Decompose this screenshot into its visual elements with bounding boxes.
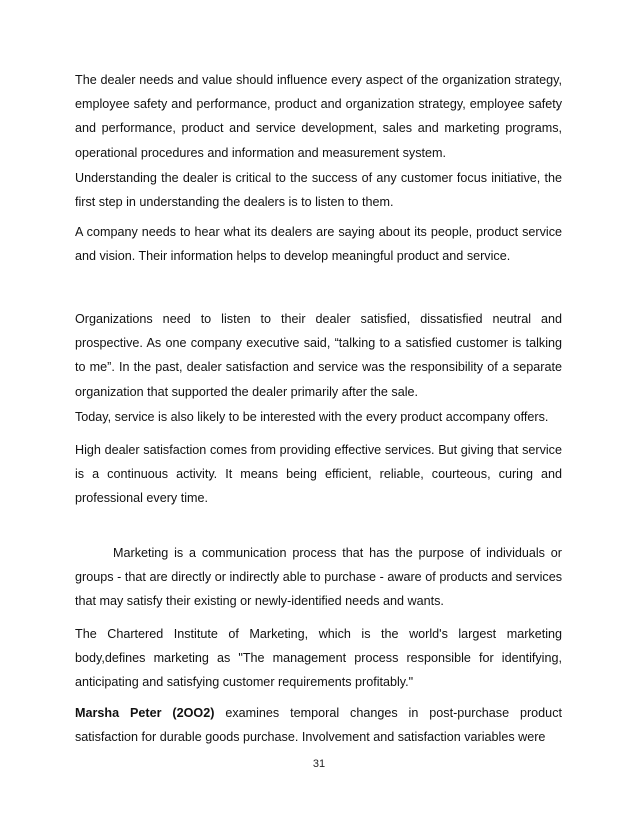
paragraph-chartered-institute: The Chartered Institute of Marketing, which is the world's largest marketing body,defines marketing as "The management process responsible for identifying, anticipating and satisfying customer requirements profitably." [75, 627, 562, 690]
paragraph-marsha-peter [75, 701, 562, 749]
paragraph-company-needs: A company needs to hear what its dealers are saying about its people, product service and vision. Their information helps to develop meaningful product and service. [75, 225, 562, 264]
paragraph-understanding-dealer: Understanding the dealer is critical to the success of any customer focus initiative, the first step in understanding the dealers is to listen to them. [75, 171, 562, 210]
paragraph-organizations-listen: Organizations need to listen to their dealer satisfied, dissatisfied neutral and prospective. As one company executive said, “talking to a satisfied customer is talking to me”. In the past, dealer satisfaction and service was the responsibility of a separate organization that supported the dealer primarily after the sale. [75, 312, 562, 399]
page-number: 31 [312, 758, 326, 770]
paragraph-marketing-process: Marketing is a communication process that has the purpose of individuals or groups - that are directly or indirectly able to purchase - aware of products and services that may satisfy their existing or newly-identified needs and wants. [75, 546, 562, 609]
paragraph-service-interest: Today, service is also likely to be interested with the every product accompany offers. [75, 410, 549, 424]
paragraph-dealer-needs: The dealer needs and value should influence every aspect of the organization strategy, employee safety and performance, product and organization strategy, employee safety and performance, product and service development, sales and marketing programs, operational procedures and information and measurement system. [75, 73, 562, 160]
paragraph-marsha-peter-text: examines temporal changes in post-purchase product satisfaction for durable goods purchase. Involvement and satisfaction variables were [75, 706, 562, 745]
citation-author: Marsha Peter (2OO2) [75, 706, 215, 720]
paragraph-high-satisfaction: High dealer satisfaction comes from providing effective services. But giving that service is a continuous activity. It means being efficient, reliable, courteous, curing and professional every time. [75, 443, 562, 506]
